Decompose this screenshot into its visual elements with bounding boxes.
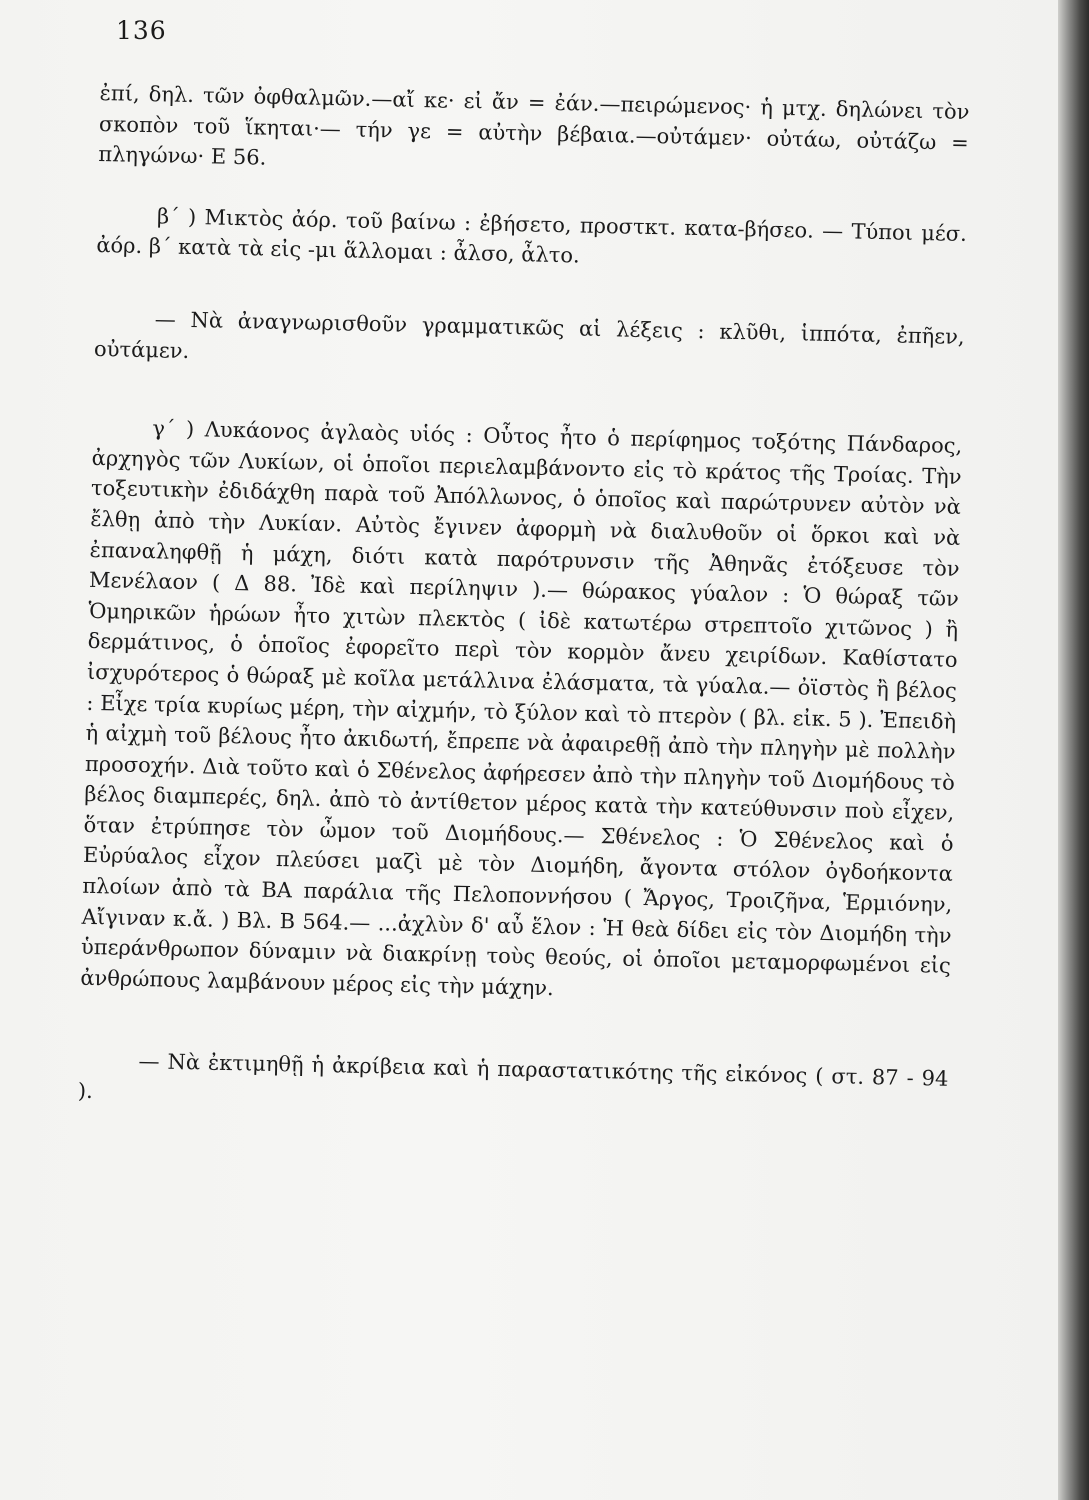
paragraph-commentary-gamma: γ΄ ) Λυκάονος ἀγλαὸς υἱός : Οὗτος ἦτο ὁ περίφημος τοξότης Πάνδαρος, ἀρχηγὸς τῶν Λυκίων, οἱ ὁποῖοι περιελαμβάνοντο εἰς τὸ κράτος τῆς Τροίας. Τὴν τοξευτικὴν ἐδιδάχθη παρὰ τοῦ Ἀπόλλωνος, ὁ ὁποῖος καὶ παρώτρυνεν αὐτὸν νὰ ἔλθῃ ἀπὸ τὴν Λυκίαν. Αὐτὸς ἔγινεν ἀφορμὴ νὰ διαλυθοῦν οἱ ὅρκοι καὶ νὰ ἐπαναληφθῇ ἡ μάχη, διότι κατὰ παρότρυνσιν τῆς Ἀθηνᾶς ἐτόξευσε τὸν Μενέλαον ( Δ 88. Ἰδὲ καὶ περίληψιν ).— θώρακος γύαλον : Ὁ θώραξ τῶν Ὁμηρικῶν ἡρώων ἦτο χιτὼν πλεκτὸς ( ἰδὲ κατωτέρω στρεπτοῖο χιτῶνος ) ἢ δερμάτινος, ὁ ὁποῖος ἐφορεῖτο περὶ τὸν κορμὸν ἄνευ χειρίδων. Καθίστατο ἰσχυρότερος ὁ θώραξ μὲ κοῖλα μετάλλινα ἐλάσματα, τὰ γύαλα.— ὀϊστὸς ἢ βέλος : Εἶχε τρία κυρίως μέρη, τὴν αἰχμήν, τὸ ξύλον καὶ τὸ πτερὸν ( βλ. εἰκ. 5 ). Ἐπειδὴ ἡ αἰχμὴ τοῦ βέλους ἦτο ἀκιδωτή, ἔπρεπε νὰ ἀφαιρεθῇ ἀπὸ τὴν πληγὴν μὲ πολλὴν προσοχήν. Διὰ τοῦτο καὶ ὁ Σθένελος ἀφήρεσεν ἀπὸ τὴν πληγὴν τοῦ Διομήδους τὸ βέλος διαμπερές, δηλ. ἀπὸ τὸ ἀντίθετον μέρος κατὰ τὴν κατεύθυνσιν ποὺ εἶχεν, ὅταν ἐτρύπησε τὸν ὦμον τοῦ Διομήδους.— Σθένελος : Ὁ Σθένελος καὶ ὁ Εὐρύαλος εἶχον πλεύσει μαζὶ μὲ τὸν Διομήδη, ἄγοντα στόλον ὀγδοήκοντα πλοίων ἀπὸ τὰ ΒΑ παράλια τῆς Πελοποννήσου ( Ἄργος, Τροιζῆνα, Ἑρμιόνην, Αἴγιναν κ.ἄ. ) Βλ. Β 564.— ...ἀχλὺν δ' αὖ ἕλον : Ἡ θεὰ δίδει εἰς τὸν Διομήδη τὴν ὑπεράνθρωπον δύναμιν νὰ διακρίνῃ τοὺς θεούς, οἱ ὁποῖοι μεταμορφωμένοι εἰς ἀνθρώπους λαμβάνουν μέρος εἰς τὴν μάχην. [80, 416, 963, 1000]
page-number: 136 [116, 16, 167, 45]
paragraph-exercise-grammar: — Νὰ ἀναγνωρισθοῦν γραμματικῶς αἱ λέξεις : κλῦθι, ἱππότα, ἐπῆεν, οὐτάμεν. [93, 307, 965, 363]
book-spine-shadow [1058, 0, 1089, 1500]
paragraph-exercise-image: — Νὰ ἐκτιμηθῇ ἡ ἀκρίβεια καὶ ἡ παραστατικότης τῆς εἰκόνος ( στ. 87 - 94 ). [77, 1049, 949, 1104]
page-body [78, 78, 970, 1125]
paragraph-grammar-beta: β΄ ) Μικτὸς ἀόρ. τοῦ βαίνω : ἐβήσετο, προστκτ. κατα-βήσεο. — Τύποι μέσ. ἀόρ. β΄ κατὰ τὰ εἰς -μι ἅλλομαι : ἆλσο, ἆλτο. [96, 204, 968, 268]
paragraph-vocabulary-notes: ἐπί, δηλ. τῶν ὀφθαλμῶν.—αἴ κε· εἰ ἄν = ἐάν.—πειρώμενος· ἡ μτχ. δηλώνει τὸν σκοπὸν τοῦ ἵκηται·— τήν γε = αὐτὴν βέβαια.—οὐτάμεν· οὐτάω, οὐτάζω = πληγώνω· Ε 56. [98, 80, 970, 170]
